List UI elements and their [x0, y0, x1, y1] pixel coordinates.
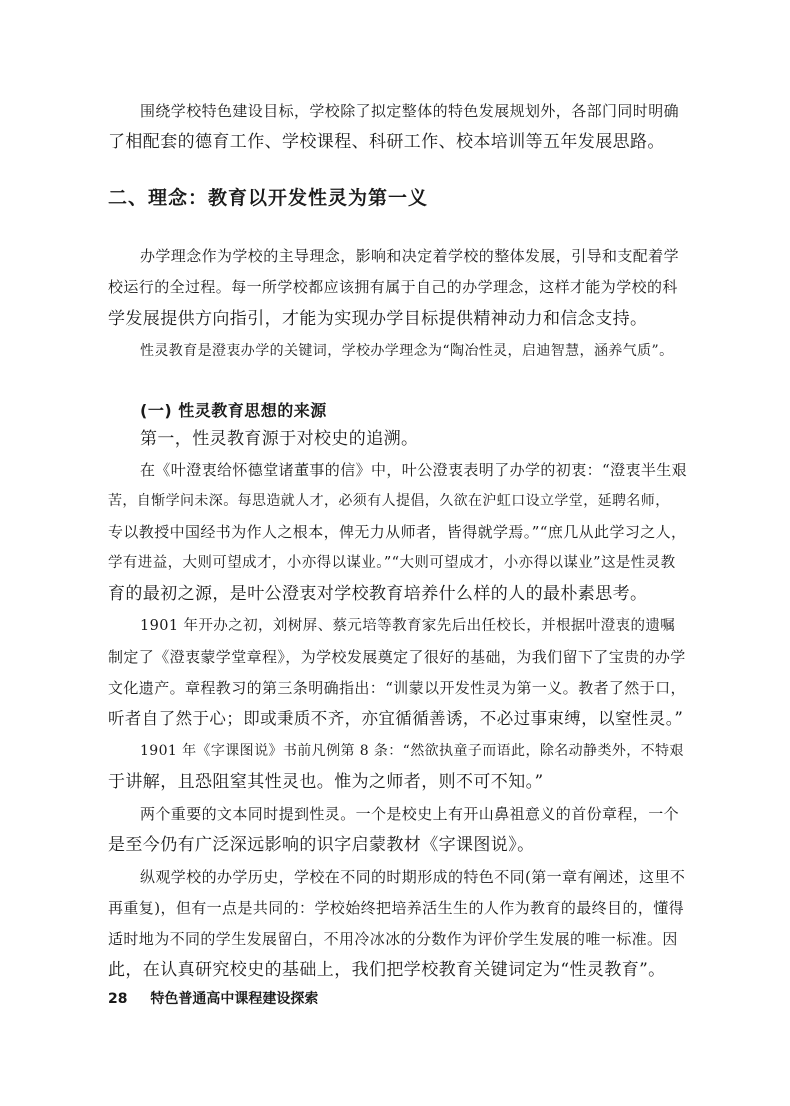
paragraph-line: 听者自了然于心；即或秉质不齐，亦宜循循善诱，不必过事束缚，以窒性灵。” [108, 709, 684, 728]
paragraph-line: 适时地为不同的学生发展留白，不用冷冰冰的分数作为评价学生发展的唯一标准。因 [108, 930, 678, 948]
page-footer [108, 988, 318, 1008]
paragraph-line: 制定了《澄衷蒙学堂章程》，为学校发展奠定了很好的基础，为我们留下了宝贵的办学 [108, 648, 686, 666]
paragraph-line: 围绕学校特色建设目标，学校除了拟定整体的特色发展规划外，各部门同时明确 [140, 102, 680, 120]
paragraph-line: 校运行的全过程。每一所学校都应该拥有属于自己的办学理念，这样才能为学校的科 [108, 278, 678, 296]
paragraph-line: 办学理念作为学校的主导理念，影响和决定着学校的整体发展，引导和支配着学 [140, 247, 680, 265]
paragraph-line: 学发展提供方向指引，才能为实现办学目标提供精神动力和信念支持。 [108, 309, 648, 329]
paragraph-line: 文化遗产。章程教习的第三条明确指出：“训蒙以开发性灵为第一义。教者了然于口， [108, 679, 686, 697]
paragraph-line: 两个重要的文本同时提到性灵。一个是校史上有开山鼻祖意义的首份章程，一个 [140, 805, 680, 823]
paragraph-line: 是至今仍有广泛深远影响的识字启蒙教材《字课图说》。 [108, 835, 535, 855]
paragraph-line: 再重复)，但有一点是共同的：学校始终把培养活生生的人作为教育的最终目的，懂得 [108, 899, 685, 917]
paragraph-line: 于讲解，且恐阻窒其性灵也。惟为之师者，则不可不知。” [108, 772, 544, 792]
paragraph-line: 了相配套的德育工作、学校课程、科研工作、校本培训等五年发展思路。 [108, 132, 665, 152]
paragraph-line: 专以教授中国经书为作人之根本，俾无力从师者，皆得就学焉。”“庶几从此学习之人， [108, 523, 687, 541]
section-heading: 二、理念：教育以开发性灵为第一义 [108, 187, 429, 209]
book-title: 特色普通高中课程建设探索 [150, 991, 319, 1007]
paragraph-line: 苦，自惭学问未深。每思造就人才，必须有人提倡，久欲在沪虹口设立学堂，延聘名师， [108, 493, 670, 509]
paragraph-line: 1901 年《字课图说》书前凡例第 8 条：“然欲执童子而语此，除名动静类外，不特艰 [140, 743, 684, 759]
paragraph-line: 此，在认真研究校史的基础上，我们把学校教育关键词定为“性灵教育”。 [108, 960, 666, 980]
subsection-heading: (一) 性灵教育思想的来源 [140, 401, 327, 420]
paragraph-line: 1901 年开办之初，刘树屏、蔡元培等教育家先后出任校长，并根据叶澄衷的遗嘱 [140, 618, 676, 634]
paragraph-line: 第一，性灵教育源于对校史的追溯。 [140, 429, 419, 449]
paragraph-line: 育的最初之源，是叶公澄衷对学校教育培养什么样的人的最朴素思考。 [108, 584, 648, 604]
paragraph-line: 学有进益，大则可望成才，小亦得以谋业。”“大则可望成才，小亦得以谋业”这是性灵教 [108, 555, 676, 571]
page-number: 28 [108, 991, 128, 1007]
paragraph-line: 在《叶澄衷给怀德堂诸董事的信》中，叶公澄衷表明了办学的初衷：“澄衷半生艰 [140, 461, 688, 479]
paragraph-line: 性灵教育是澄衷办学的关键词，学校办学理念为“陶冶性灵，启迪智慧，涵养气质”。 [140, 343, 674, 359]
paragraph-line: 纵观学校的办学历史，学校在不同的时期形成的特色不同(第一章有阐述，这里不 [140, 868, 686, 886]
